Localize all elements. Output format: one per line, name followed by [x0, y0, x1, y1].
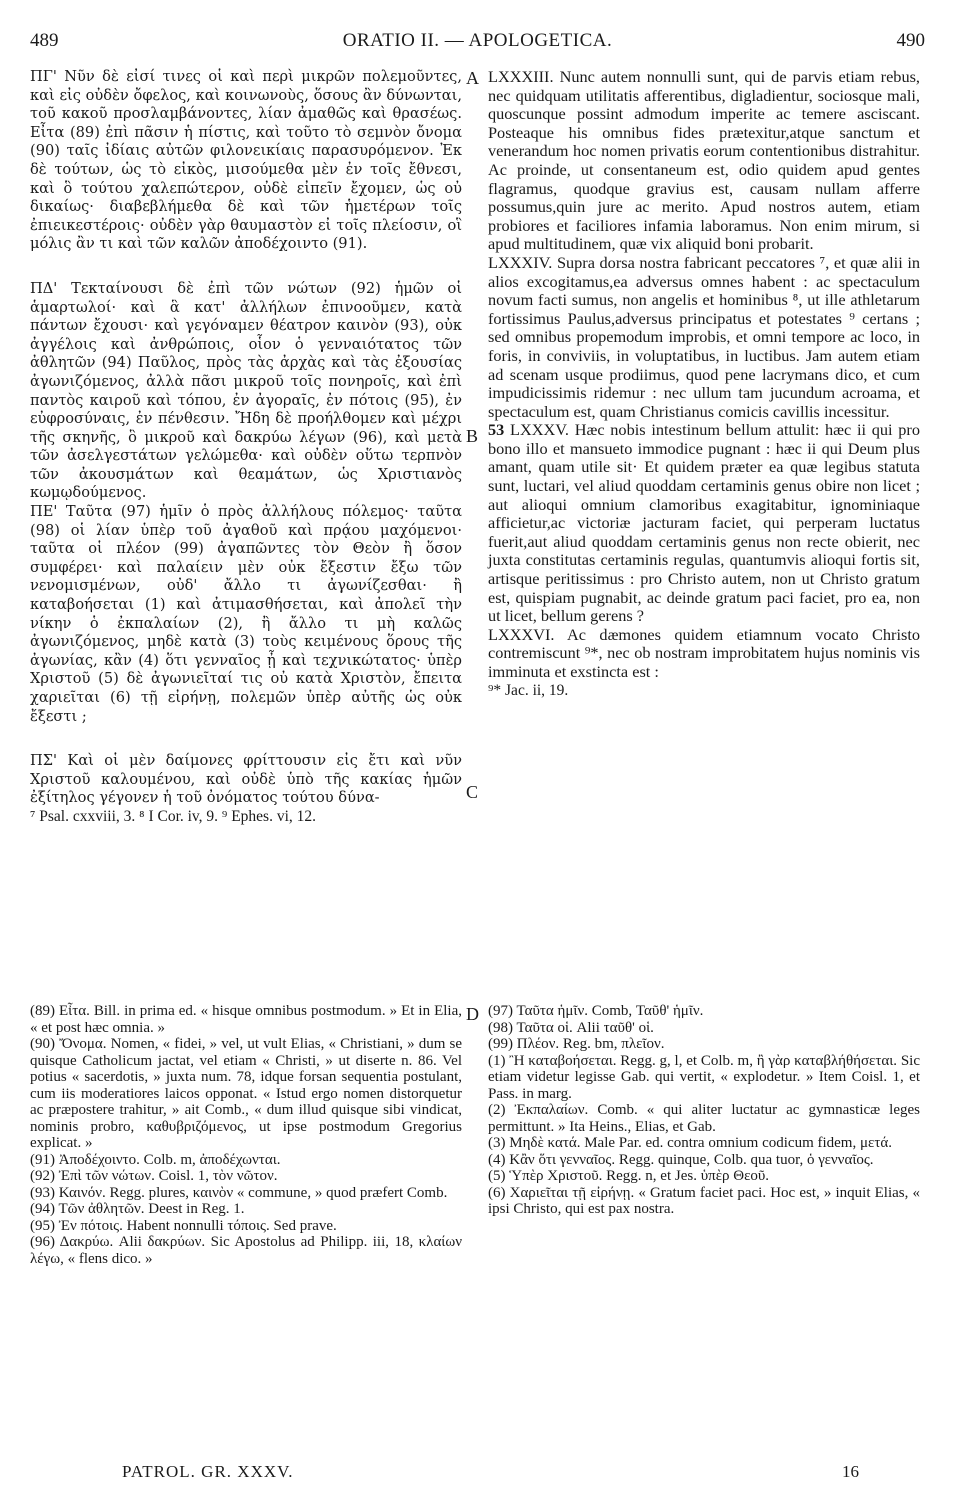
greek-column: [30, 68, 462, 827]
footnotes-left: [30, 1003, 462, 1267]
latin-column: [488, 68, 920, 700]
latin-paragraph-84: LXXXIV. Supra dorsa nostra fabricant peccatores ⁷, et quæ alii in alios excogitamus,ea adversus omnes habent : ac spectaculum novum facti sumus, non angelis et hominibus ⁸, ut ille athletarum fortissimus Paulus,adversus principatus et potestates ⁹ certans ; sed omnibus propemodum improbis, et omni tempore ac loco, in foris, in conviviis, in voluptatibus, in luctibus. Jam autem etiam ad scenam usque prodiimus, quod pene lacrymans dico, et cum impudicissimis ridemur : nec ullum tam jucundum acroama, et spectaculum est, quam Christianus comicis cavillis incessitur.: [488, 252, 920, 421]
footnote: (97) Ταῦτα ἡμῖν. Comb, Ταῦθ' ἡμῖν.: [488, 1003, 704, 1019]
margin-letter-a: A: [466, 68, 479, 88]
footnote: (95) Ἐν πότοις. Habent nonnulli τόποις. Sed prave.: [30, 1217, 337, 1234]
page-header: [30, 30, 925, 60]
footnote: (2) Ἐκπαλαίων. Comb. « qui aliter luctatur ac gymnasticæ leges permittunt. » Ita Heins., Elias, et Gab.: [488, 1102, 920, 1135]
footnote: (92) Ἐπὶ τῶν νώτων. Coisl. 1, τὸν νῶτον.: [30, 1168, 278, 1184]
footnote: (91) Ἀποδέχοιντο. Colb. m, ἀποδέχωνται.: [30, 1151, 281, 1168]
margin-letter-b: B: [466, 426, 479, 446]
page-number-left: 489: [30, 30, 59, 51]
gathering-number: 16: [842, 1462, 859, 1481]
footnote: (89) Εἶτα. Bill. in prima ed. « hisque omnibus postmodum. » Et in Elia, « et post hæc omnia. »: [30, 1003, 462, 1036]
margin-letter-d: D: [466, 1004, 479, 1024]
footnote: (93) Καινόν. Regg. plures, καινὸν « commune, » quod præfert Comb.: [30, 1184, 448, 1201]
footnote: (90) Ὄνομα. Nomen, « fidei, » vel, ut vult Elias, « Christiani, » dum se quisque Catholicum jactat, vel etiam « Christi, » ut diserte n. 86. Vel potius « sacerdotis, » juxta num. 78, idque forsan sequentia postulant, cum iis moderatiores laicos opponat. « Istud ergo nomen distorquetur ac præpostere trahitur, » ait Comb., « dum illud quisque sibi vindicat, nominis probro, καθυβριζόμενος, ut ipse postmodum Gregorius explicat. »: [30, 1036, 462, 1151]
footnote: (5) Ὑπὲρ Χριστοῦ. Regg. n, et Jes. ὑπὲρ Θεοῦ.: [488, 1168, 770, 1184]
footnote: (99) Πλέον. Reg. bm, πλεῖον.: [488, 1036, 665, 1052]
footnote: (96) Δακρύω. Alii δακρύων. Sic Apostolus ad Philipp. iii, 18, κλαίων λέγω, « flens dico. »: [30, 1234, 462, 1267]
greek-paragraph-86: ΠΣ' Καὶ οἱ μὲν δαίμονες φρίττουσιν εἰς ἔτι καὶ νῦν Χριστοῦ καλουμένου, καὶ οὐδὲ ὑπὸ τῆς κακίας ἡμῶν ἐξίτηλος γέγονεν ἡ τοῦ ὀνόματος τούτου δύνα-: [30, 752, 462, 807]
scripture-refs-right: ⁹* Jac. ii, 19.: [488, 681, 569, 699]
greek-paragraph-83: ΠΓ' Νῦν δὲ εἰσί τινες οἱ καὶ περὶ μικρῶν πολεμοῦντες, καὶ εἰς οὐδὲν ὄφελος, καὶ κοινωνοὺς, ὅσους ἂν δύνωνται, τοῦ κακοῦ προσλαμβάνοντες, λίαν ἀμαθῶς καὶ θρασέως. Εἶτα (89) ἐπὶ πᾶσιν ἡ πίστις, καὶ τοῦτο τὸ σεμνὸν ὄνομα (90) ταῖς ἰδίαις αὐτῶν φιλονεικίαις παρασυρόμενον. Ἐκ δὲ τούτων, ὡς τὸ εἰκὸς, μισούμεθα μὲν ἐν τοῖς ἔθνεσι, καὶ ὃ τούτου χαλεπώτερον, οὐδὲ εἰπεῖν ἔχομεν, ὡς οὐ δικαίως· διαβεβλήμεθα δὲ καὶ τῶν ἡμετέρων τοῖς ἐπιεικεστέροις· οὐδὲν γὰρ θαυμαστὸν εἰ τοῖς πλείοσιν, οἳ μόλις ἂν τι καὶ τῶν καλῶν ἀποδέχοιντο (91).: [30, 68, 462, 253]
section-number: 53: [488, 420, 505, 440]
latin-paragraph-83: LXXXIII. Nunc autem nonnulli sunt, qui de parvis etiam rebus, nec quidquam utilitatis afferentibus, digladientur, sociosque mali, quoscunque possint admodum imperite ac temere asciscant. Posteaque his omnibus fides prætexitur,atque sanctum et venerandum hoc nomen privatis eorum contentionibus distrahitur. Ac proinde, ut consentaneum est, odio quidem apud gentes flagramus, quodque gravius est, causam nullam afferre possumus,quin jure ac merito. Apud nostros autem, etiam probiores et faciliores infamia laboramus. Non enim mirum, si apud multitudinem, quæ vix aliquid boni probarit.: [488, 67, 920, 254]
footnotes-right: [488, 1003, 920, 1218]
greek-paragraph-84: ΠΔ' Τεκταίνουσι δὲ ἐπὶ τῶν νώτων (92) ἡμῶν οἱ ἁμαρτωλοί· καὶ ἃ κατ' ἀλλήλων ἐπινοοῦμεν, κατὰ πάντων ἔχουσι· καὶ γεγόναμεν θέατρον καινὸν (93), οὐκ ἀγγέλοις καὶ ἀνθρώποις, οἷον ὁ γενναιότατος τῶν ἀθλητῶν (94) Παῦλος, πρὸς τὰς ἀρχὰς καὶ τὰς ἐξουσίας ἀγωνιζόμενος, ἀλλὰ πᾶσι μικροῦ τοῖς πονηροῖς, καὶ ἐπὶ παντὸς καιροῦ καὶ τόπου, ἐν ἀγοραῖς, ἐν πότοις (95), ἐν εὐφροσύναις, ἐν πένθεσιν. Ἤδη δὲ προήλθομεν καὶ μέχρι τῆς σκηνῆς, ὃ μικροῦ καὶ δακρύω λέγων (96), καὶ μετὰ τῶν ἀσελγεστάτων γελώμεθα· καὶ οὐδὲν οὕτω τερπνὸν τῶν ἀκουσμάτων καὶ θεαμάτων, ὡς Χριστιανὸς κωμῳδούμενος.: [30, 279, 462, 502]
latin-paragraph-85: [488, 421, 920, 626]
running-title: ORATIO II. — APOLOGETICA.: [342, 30, 613, 51]
signature-mark: PATROL. GR. XXXV.: [122, 1462, 294, 1481]
footnote: (94) Τῶν ἀθλητῶν. Deest in Reg. 1.: [30, 1201, 245, 1217]
footnote: (3) Μηδὲ κατά. Male Par. ed. contra omnium codicum fidem, μετά.: [488, 1135, 892, 1151]
latin-paragraph-85-text: LXXXV. Hæc nobis intestinum bellum attulit: hæc ii qui pro bono illo et mansueto immodice pugnant : hæc ii qui Deum plus amant, quam utile sit· Et quidem præter ea quæ legibus statuta sunt, luctari, vel aliud quoddam certaminis genus obire non licet ; aut alioqui omnium clamoribus exagitabitur, ignominiaque afficietur,ac victoriæ jacturam faciet, qui perperam luctatus fuerit,aut aliud quoddam certaminis genus non recte obierit, nec juxta constitutas certaminis regulas, quantumvis alioqui fortis sit, artisque peritissimus : pro Christo autem, non ut Christo gratum est, quispiam pugnabit, ac deinde gratum paci faciet, pro ea, non ut licet, bellum gerens ?: [488, 420, 920, 626]
footnote: (98) Ταῦτα οἱ. Alii ταῦθ' οἱ.: [488, 1019, 654, 1036]
page-footer: [30, 1462, 925, 1488]
page-number-right: 490: [896, 30, 925, 51]
greek-paragraph-85: ΠΕ' Ταῦτα (97) ἡμῖν ὁ πρὸς ἀλλήλους πόλεμος· ταῦτα (98) οἱ λίαν ὑπὲρ τοῦ ἀγαθοῦ καὶ πρᾴου μαχόμενοι· ταῦτα οἱ πλέον (99) ἀγαπῶντες τὸν Θεὸν ἢ ὅσον συμφέρει· καὶ παλαίειν μὲν οὐκ ἔξεστιν ἔξω τῶν νενομισμένων, οὐδ' ἄλλο τι ἀγωνίζεσθαι· ἢ καταβοήσεται (1) καὶ ἀτιμασθήσεται, καὶ ἀπολεῖ τὴν νίκην ὁ ἐκπαλαίων (2), ἢ ἄλλο τι μὴ καλῶς ἀγωνιζόμενος, μηδὲ κατὰ (3) τοὺς κειμένους ὅρους τῆς ἀγωνίας, κἂν (4) ὅτι γενναῖος ᾖ καὶ τεχνικώτατος· ὑπὲρ Χριστοῦ (5) δὲ ἀγωνιεῖταί τις οὐ κατὰ Χριστὸν, ἔπειτα χαριεῖται (6) τῇ εἰρήνῃ, πολεμῶν ὑπὲρ αὐτῆς ὡς οὐκ ἔξεστι ;: [30, 503, 462, 725]
latin-paragraph-86: LXXXVI. Ac dæmones quidem etiamnum vocato Christo contremiscunt ⁹*, nec ob nostram improbitatem hujus nominis vis imminuta et exstincta est :: [488, 624, 920, 681]
footnote: (6) Χαριεῖται τῇ εἰρήνῃ. « Gratum faciet paci. Hoc est, » inquit Elias, « ipsi Christo, qui est pax nostra.: [488, 1184, 920, 1217]
margin-letter-c: C: [466, 782, 479, 802]
scripture-refs-left: ⁷ Psal. cxxviii, 3. ⁸ I Cor. iv, 9. ⁹ Ephes. vi, 12.: [30, 807, 317, 825]
footnote: (4) Κἂν ὅτι γενναῖος. Regg. quinque, Colb. qua tuor, ὁ γενναῖος.: [488, 1151, 874, 1168]
footnote: (1) Ἢ καταβοήσεται. Regg. g, l, et Colb. m, ἢ γὰρ καταβλήθήσεται. Sic etiam videtur legisse Gab. qui vertit, « explodetur. » Item Coisl. 1, et Pass. in marg.: [488, 1052, 920, 1102]
